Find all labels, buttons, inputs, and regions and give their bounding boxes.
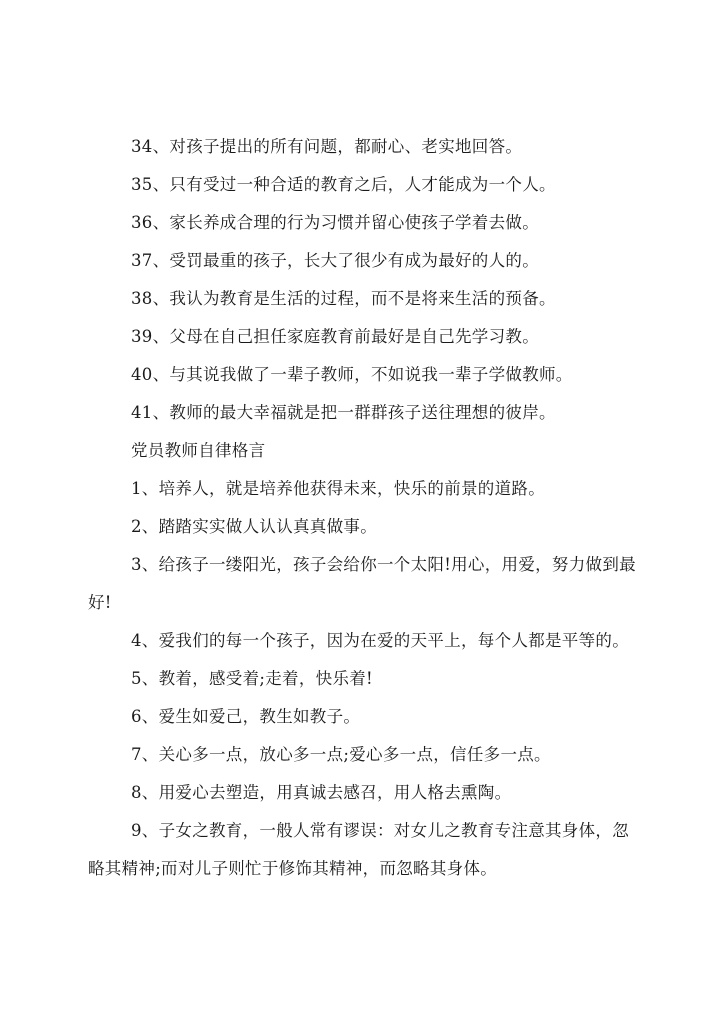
paragraph-39: 39、父母在自己担任家庭教育前最好是自己先学习教。	[131, 327, 539, 346]
paragraph-34: 34、对孩子提出的所有问题，都耐心、老实地回答。	[131, 137, 523, 156]
paragraph-37: 37、受罚最重的孩子，长大了很少有成为最好的人的。	[131, 251, 539, 270]
paragraph-40: 40、与其说我做了一辈子教师，不如说我一辈子学做教师。	[131, 365, 573, 384]
paragraph-36: 36、家长养成合理的行为习惯并留心使孩子学着去做。	[131, 213, 539, 232]
paragraph-4: 4、爱我们的每一个孩子，因为在爱的天平上，每个人都是平等的。	[131, 631, 629, 650]
paragraph-1: 1、培养人，就是培养他获得未来，快乐的前景的道路。	[131, 479, 545, 498]
paragraph-5: 5、教着，感受着;走着，快乐着!	[131, 669, 373, 688]
paragraph-2: 2、踏踏实实做人认认真真做事。	[131, 517, 377, 536]
paragraph-38: 38、我认为教育是生活的过程，而不是将来生活的预备。	[131, 289, 556, 308]
paragraph-3: 3、给孩子一缕阳光，孩子会给你一个太阳!用心，用爱，努力做到最好!	[88, 555, 636, 612]
paragraph-35: 35、只有受过一种合适的教育之后，人才能成为一个人。	[131, 175, 556, 194]
paragraph-9: 9、子女之教育，一般人常有谬误：对女儿之教育专注意其身体，忽略其精神;而对儿子则忙于修饰其精神，而忽略其身体。	[88, 821, 629, 878]
paragraph-7: 7、关心多一点，放心多一点;爱心多一点，信任多一点。	[131, 745, 551, 764]
paragraph-8: 8、用爱心去塑造，用真诚去感召，用人格去熏陶。	[131, 783, 512, 802]
paragraph-6: 6、爱生如爱己，教生如教子。	[131, 707, 361, 726]
section-heading: 党员教师自律格言	[131, 441, 266, 460]
paragraph-41: 41、教师的最大幸福就是把一群群孩子送往理想的彼岸。	[131, 403, 556, 422]
